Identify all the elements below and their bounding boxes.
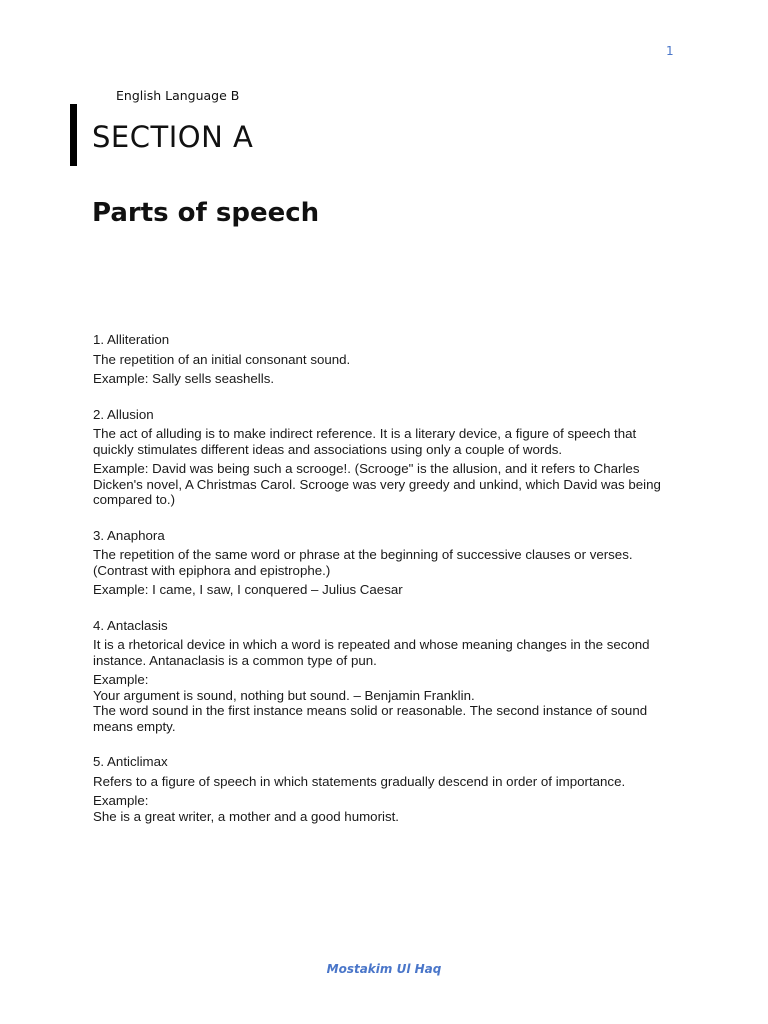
entry-heading: 3. Anaphora (93, 527, 165, 543)
entry (93, 332, 693, 387)
entry (93, 528, 693, 598)
document-header: English Language B (116, 88, 240, 103)
entry-paragraph (93, 461, 693, 508)
entry-heading: 2. Allusion (93, 406, 154, 422)
entry-paragraph (93, 793, 693, 824)
entry-line: Dicken's novel, A Christmas Carol. Scrooge was very greedy and unkind, which David was being (93, 476, 661, 492)
entries-list (93, 332, 693, 844)
entry-paragraph (93, 774, 693, 790)
entry-line: Your argument is sound, nothing but sound. – Benjamin Franklin. (93, 687, 475, 703)
entry-paragraph (93, 547, 693, 578)
entry-line: compared to.) (93, 492, 176, 507)
entry-line: instance. Antanaclasis is a common type of pun. (93, 652, 377, 668)
entry-paragraph (93, 371, 693, 387)
entry-paragraph (93, 426, 693, 457)
entry-paragraph (93, 637, 693, 668)
page-number: 1 (666, 44, 674, 58)
entry-line: She is a great writer, a mother and a good humorist. (93, 808, 399, 824)
entry-line: Example: (93, 793, 149, 808)
entry-line: Example: Sally sells seashells. (93, 371, 275, 386)
entry-line: means empty. (93, 718, 176, 734)
entry-line: It is a rhetorical device in which a word is repeated and whose meaning changes in the second (93, 637, 650, 652)
entry-paragraph (93, 352, 693, 368)
entry-heading: 5. Anticlimax (93, 754, 168, 769)
entry (93, 754, 693, 824)
section-marker-bar (70, 104, 77, 166)
entry-line: Example: (93, 672, 149, 687)
entry-line: The act of alluding is to make indirect reference. It is a literary device, a figure of speech that (93, 426, 637, 441)
entry-line: quickly stimulates different ideas and associations using only a couple of words. (93, 441, 563, 457)
entry-line: The word sound in the first instance means solid or reasonable. The second instance of sound (93, 703, 648, 718)
entry-paragraph (93, 672, 693, 734)
section-title: SECTION A (92, 120, 254, 154)
entry-line: The repetition of the same word or phrase at the beginning of successive clauses or verses. (93, 547, 633, 562)
entry (93, 407, 693, 508)
entry-heading: 1. Alliteration (93, 332, 170, 347)
entry-line: Example: David was being such a scrooge!. (Scrooge" is the allusion, and it refers to Charles (93, 461, 640, 476)
entry-heading: 4. Antaclasis (93, 617, 168, 633)
entry-paragraph (93, 582, 693, 598)
entry-line: Refers to a figure of speech in which statements gradually descend in order of importance. (93, 773, 626, 789)
entry-line: The repetition of an initial consonant sound. (93, 351, 351, 367)
entry-line: (Contrast with epiphora and epistrophe.) (93, 562, 331, 578)
page-title: Parts of speech (92, 198, 320, 228)
footer-author: Mostakim Ul Haq (326, 962, 442, 976)
entry (93, 618, 693, 735)
entry-line: Example: I came, I saw, I conquered – Julius Caesar (93, 582, 403, 597)
